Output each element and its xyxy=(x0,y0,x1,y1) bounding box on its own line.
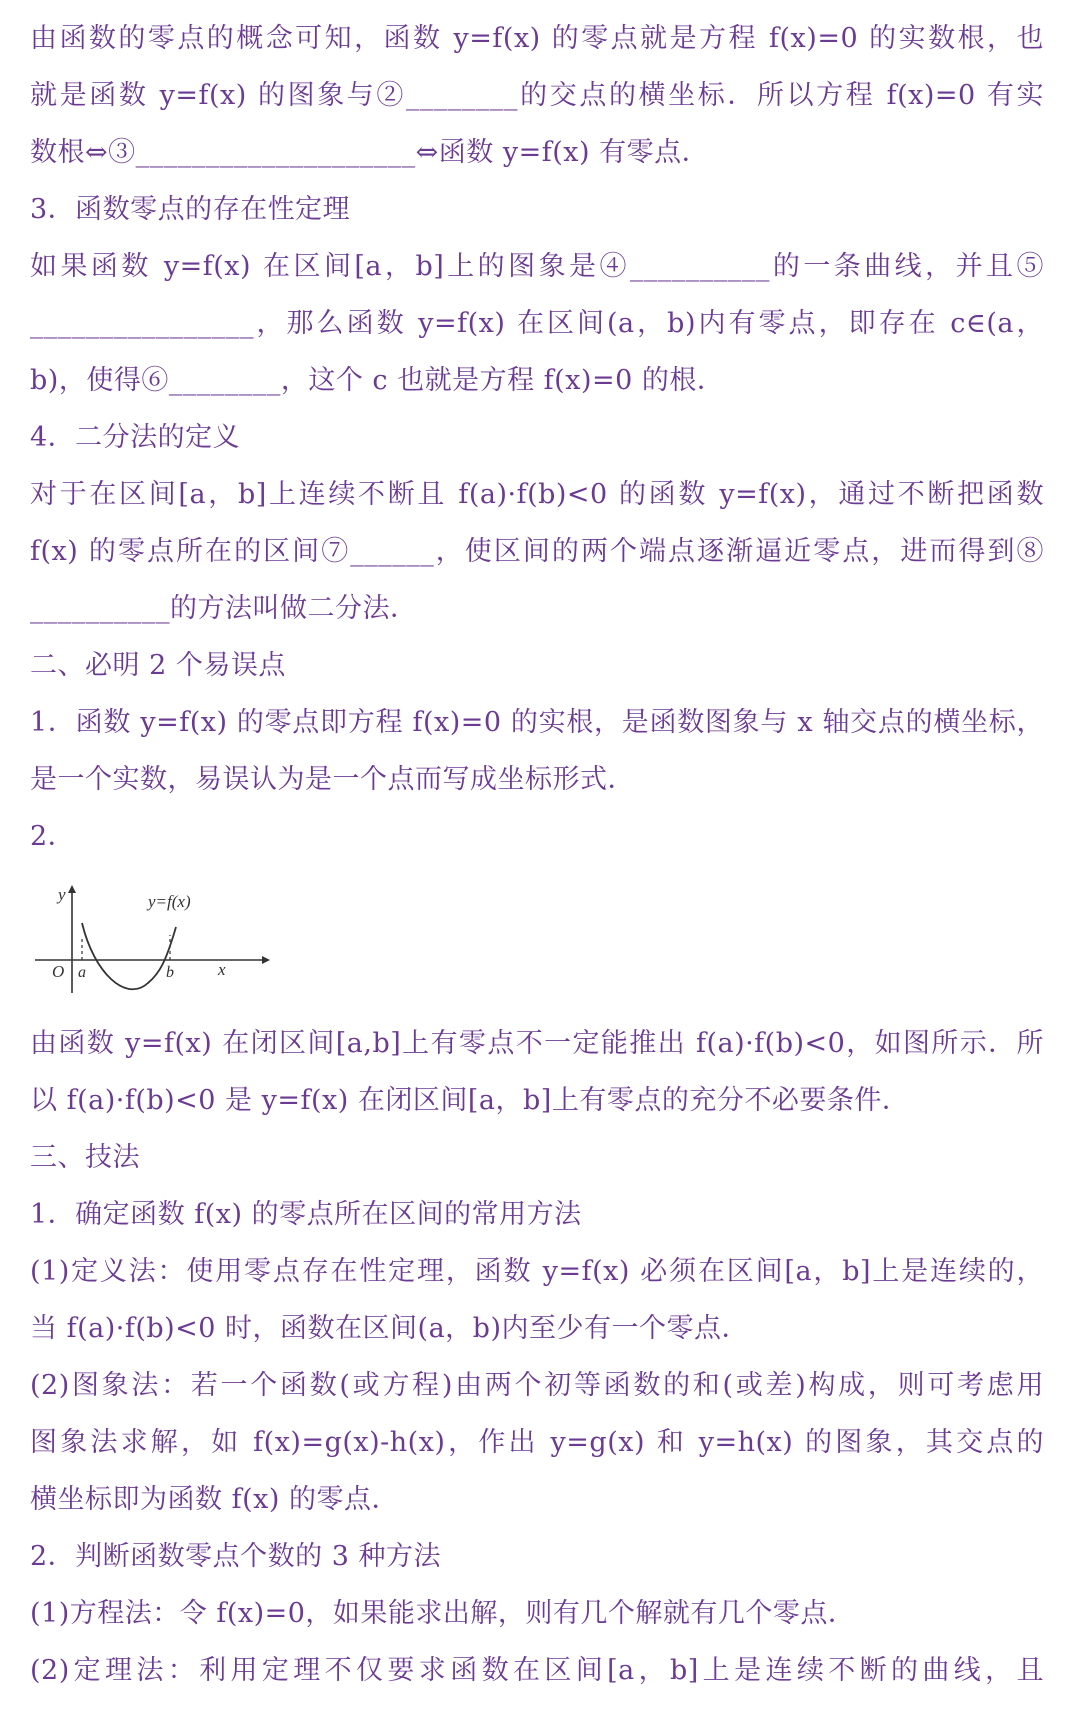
b-label: b xyxy=(166,964,174,981)
text-line: (1)定义法：使用零点存在性定理，函数 y=f(x) 必须在区间[a，b]上是连续的， xyxy=(30,1256,1044,1287)
section-heading: 1．确定函数 f(x) 的零点所在区间的常用方法 xyxy=(30,1199,582,1230)
function-curve xyxy=(82,923,176,989)
text-line: 就是函数 y=f(x) 的图象与②________的交点的横坐标．所以方程 f(x)=0 有实 xyxy=(30,80,1044,111)
text-line: (1)方程法：令 f(x)=0，如果能求出解，则有几个解就有几个零点． xyxy=(30,1598,856,1629)
function-graph-figure xyxy=(30,865,1044,1015)
text-line: __________的方法叫做二分法． xyxy=(30,593,418,624)
function-graph xyxy=(30,865,290,1015)
section-heading: 3．函数零点的存在性定理 xyxy=(30,194,351,225)
text-line: 横坐标即为函数 f(x) 的零点． xyxy=(30,1484,399,1515)
item-number: 2． xyxy=(30,821,76,852)
curve-label: y=f(x) xyxy=(148,892,191,911)
text-line: 图象法求解，如 f(x)=g(x)-h(x)，作出 y=g(x) 和 y=h(x) 的图象，其交点的 xyxy=(30,1427,1044,1458)
text-line: 当 f(a)·f(b)<0 时，函数在区间(a，b)内至少有一个零点． xyxy=(30,1313,749,1344)
y-axis-label: y xyxy=(58,885,66,904)
text-line: ________________，那么函数 y=f(x) 在区间(a，b)内有零点，即存在 c∈(a， xyxy=(30,308,1044,339)
section-heading: 二、必明 2 个易误点 xyxy=(30,650,286,681)
section-heading: 4．二分法的定义 xyxy=(30,422,241,453)
text-line: 如果函数 y=f(x) 在区间[a，b]上的图象是④__________的一条曲线，并且⑤ xyxy=(30,251,1044,282)
text-line: 以 f(a)·f(b)<0 是 y=f(x) 在闭区间[a，b]上有零点的充分不必要条件． xyxy=(30,1085,910,1116)
text-line: 由函数的零点的概念可知，函数 y=f(x) 的零点就是方程 f(x)=0 的实数根，也 xyxy=(30,23,1044,54)
text-line: f(x) 的零点所在的区间⑦______，使区间的两个端点逐渐逼近零点，进而得到⑧ xyxy=(30,536,1044,567)
x-axis-label: x xyxy=(218,960,226,979)
text-line: 对于在区间[a，b]上连续不断且 f(a)·f(b)<0 的函数 y=f(x)，通过不断把函数 xyxy=(30,479,1044,510)
text-line: 数根⇔③____________________⇔函数 y=f(x) 有零点． xyxy=(30,137,710,168)
text-line: b)，使得⑥________，这个 c 也就是方程 f(x)=0 的根． xyxy=(30,365,725,396)
section-heading: 三、技法 xyxy=(30,1142,140,1173)
text-line: (2)图象法：若一个函数(或方程)由两个初等函数的和(或差)构成，则可考虑用 xyxy=(30,1370,1044,1401)
text-line: 是一个实数，易误认为是一个点而写成坐标形式． xyxy=(30,764,635,795)
text-line: 1．函数 y=f(x) 的零点即方程 f(x)=0 的实根，是函数图象与 x 轴交点的横坐标， xyxy=(30,707,1044,738)
a-label: a xyxy=(78,964,86,981)
x-axis-arrow xyxy=(262,956,270,964)
text-line: (2)定理法：利用定理不仅要求函数在区间[a，b]上是连续不断的曲线，且 xyxy=(30,1655,1044,1686)
text-line: 由函数 y=f(x) 在闭区间[a,b]上有零点不一定能推出 f(a)·f(b)<0，如图所示．所 xyxy=(30,1028,1044,1059)
origin-label: O xyxy=(52,962,65,981)
y-axis-arrow xyxy=(68,885,76,893)
section-heading: 2．判断函数零点个数的 3 种方法 xyxy=(30,1541,442,1572)
